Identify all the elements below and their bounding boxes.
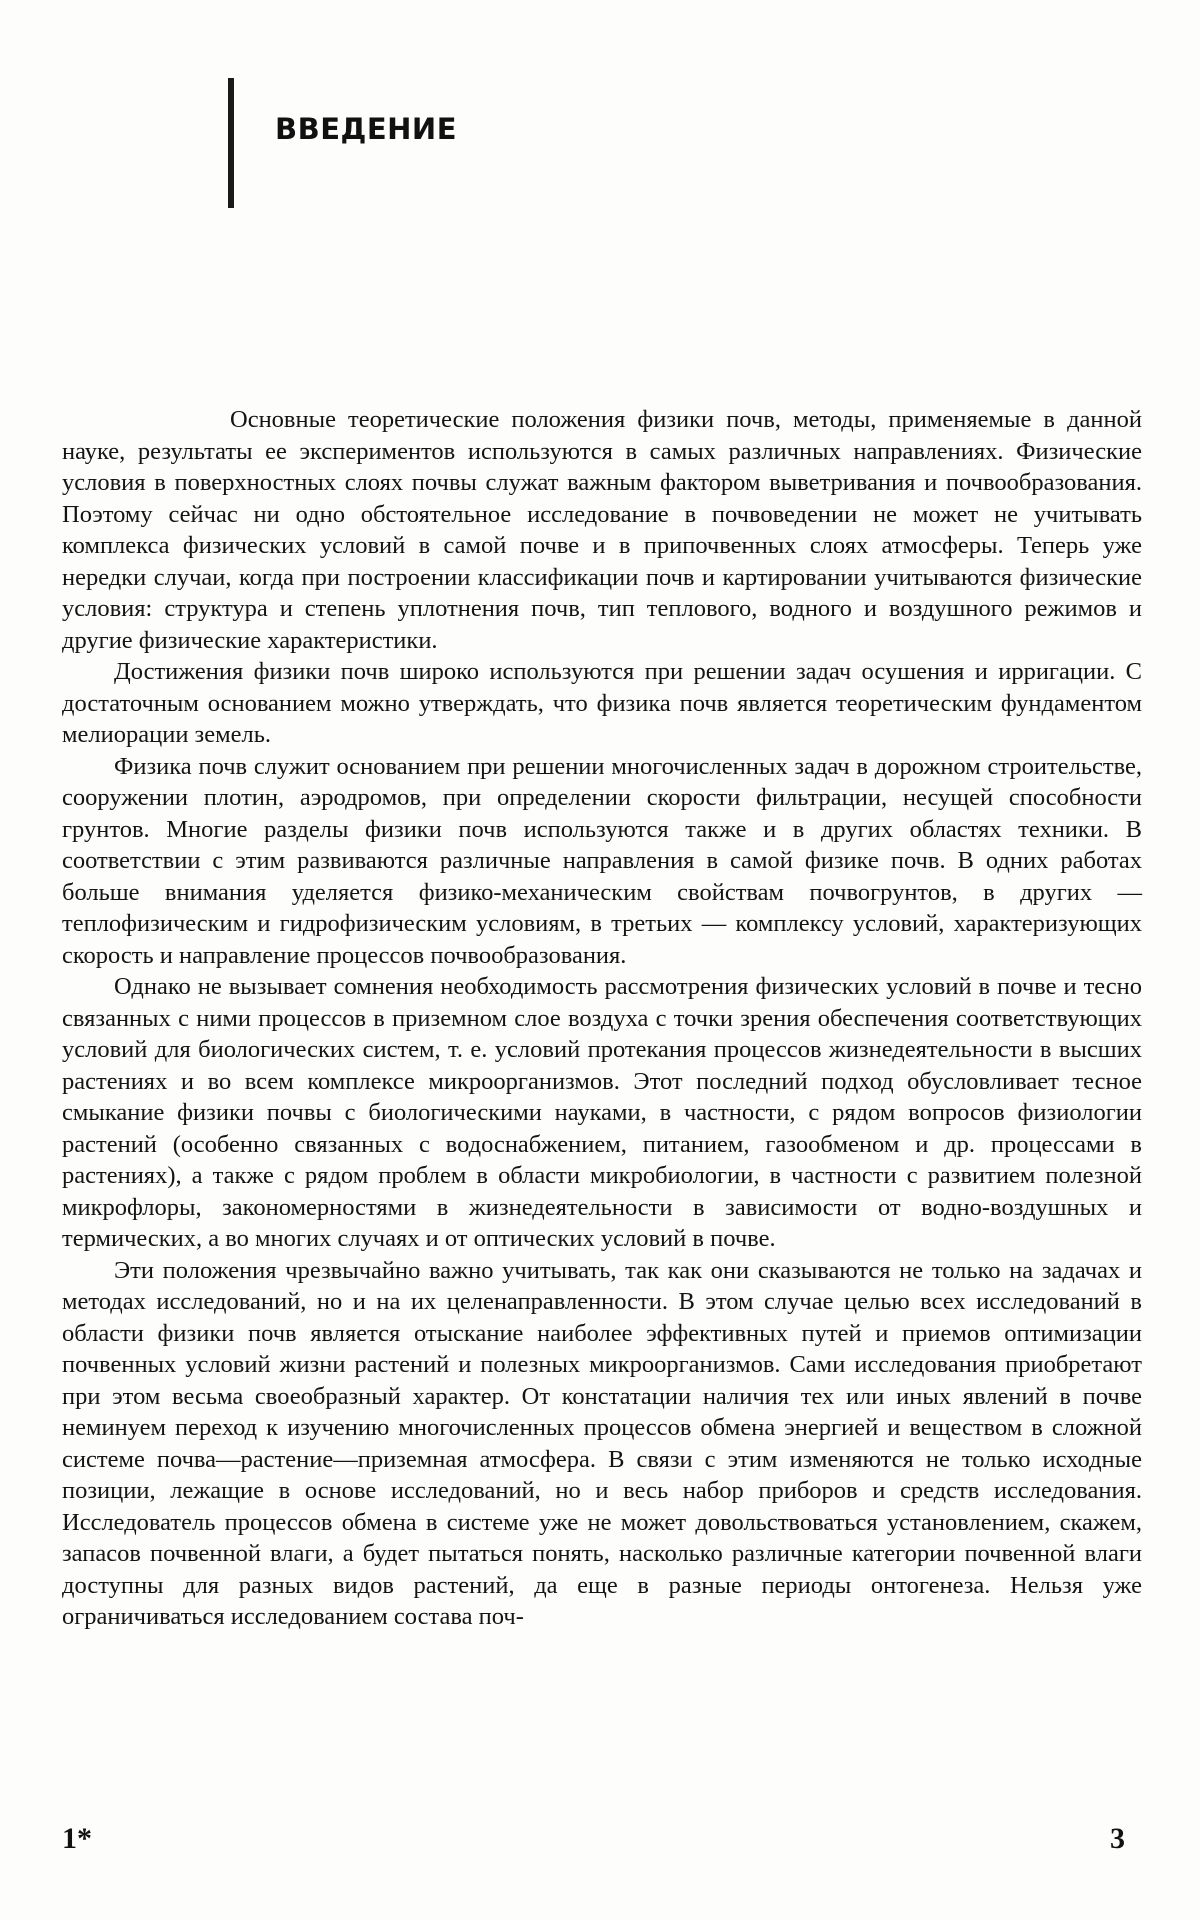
paragraph-4: Однако не вызывает сомнения необходимость рассмотрения физических условий в почве и тесно связанных с ними процессов в приземном слое воздуха с точки зрения обеспечения соответствующих условий для биологических систем, т. е. условий протекания процессов жизнедеятельности в высших растениях и во всем комплексе микроорганизмов. Этот последний подход обусловливает тесное смыкание физики почвы с биологическими науками, в частности, с рядом вопросов физиологии растений (особенно связанных с водоснабжением, питанием, газообменом и др. процессами в растениях), а также с рядом проблем в области микробиологии, в частности с развитием полезной микрофлоры, закономерностями в жизнедеятельности в зависимости от водно-воздушных и термических, а во многих случаях и от оптических условий в почве. <box>62 973 1142 1252</box>
signature-mark: 1* <box>62 1822 92 1855</box>
paragraph-5: Эти положения чрезвычайно важно учитывать, так как они сказываются не только на задачах и методах исследований, но и на их целенаправленности. В этом случае целью всех исследований в области физики почв является отыскание наиболее эффективных путей и приемов оптимизации почвенных условий жизни растений и полезных микроорганизмов. Сами исследования приобретают при этом весьма своеобразный характер. От констатации наличия тех или иных явлений в почве неминуем переход к изучению многочисленных процессов обмена энергией и веществом в сложной системе почва—растение—приземная атмосфера. В связи с этим изменяются не только исходные позиции, лежащие в основе исследований, но и весь набор приборов и средств исследования. Исследователь процессов обмена в системе уже не может довольствоваться установлением, скажем, запасов почвенной влаги, а будет пытаться понять, насколько различные категории почвенной влаги доступны для разных видов растений, да еще в разные периоды онтогенеза. Нельзя уже ограничиваться исследованием состава поч- <box>62 1256 1142 1630</box>
paragraph-3: Физика почв служит основанием при решении многочисленных задач в дорожном строительстве, сооружении плотин, аэродромов, при определении скорости фильтрации, несущей способности грунтов. Многие разделы физики почв используются также и в других областях техники. В соответствии с этим развиваются различные направления в самой физике почв. В одних работах больше внимания уделяется физико-механическим свойствам почвогрунтов, в других — теплофизическим и гидрофизическим условиям, в третьих — комплексу условий, характеризующих скорость и направление процессов почвообразования. <box>62 752 1142 969</box>
page-number: 3 <box>1110 1822 1125 1855</box>
paragraph-1: Основные теоретические положения физики почв, методы, применяемые в данной науке, результаты ее экспериментов используются в самых различных направлениях. Физические условия в поверхностных слоях почвы служат важным фактором выветривания и почвообразования. Поэтому сейчас ни одно обстоятельное исследование в почвоведении не может не учитывать комплекса физических условий в самой почве и в припочвенных слоях атмосферы. Теперь уже нередки случаи, когда при построении классификации почв и картировании учитываются физические условия: структура и степень уплотнения почв, тип теплового, водного и воздушного режимов и другие физические характеристики. <box>62 406 1142 654</box>
page-title: ВВЕДЕНИЕ <box>275 112 458 146</box>
paragraph-2: Достижения физики почв широко используются при решении задач осушения и ирригации. С достаточным основанием можно утверждать, что физика почв является теоретическим фундаментом мелиорации земель. <box>62 658 1142 748</box>
heading-rule <box>228 78 234 208</box>
body-text <box>62 404 1142 1633</box>
